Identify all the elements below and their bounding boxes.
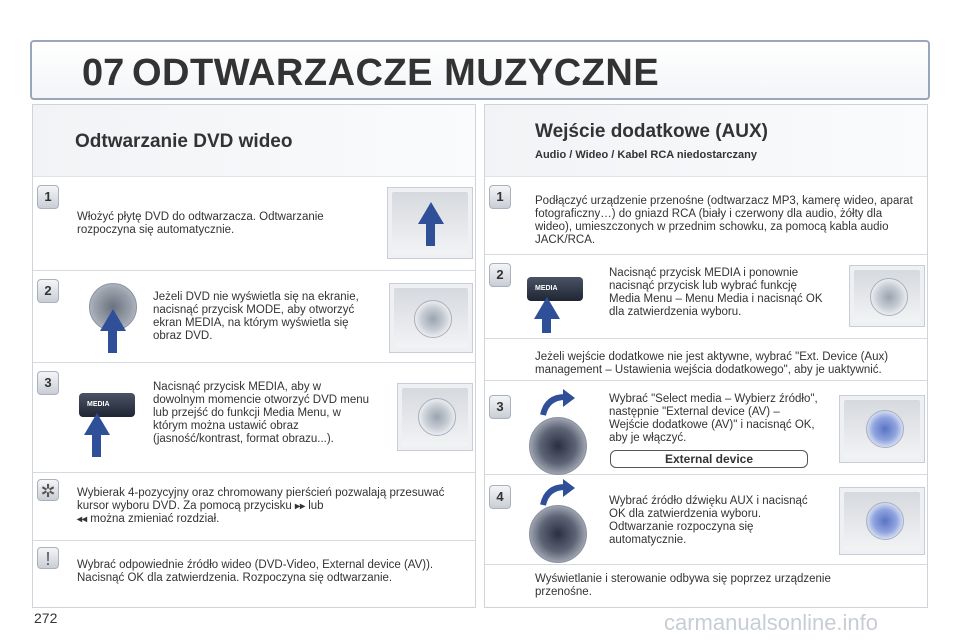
dvd-slot-image: [387, 187, 473, 259]
radio-panel-image: [839, 487, 925, 555]
next-chapter-icon: ▸▸: [294, 501, 305, 512]
radio-panel-image: [397, 383, 473, 451]
step-number-badge: 4: [489, 485, 511, 509]
radio-panel-image: [849, 265, 925, 327]
arrow-up-icon: [534, 297, 560, 319]
aux-step-1: [485, 177, 927, 255]
page-number: 272: [34, 610, 58, 626]
aux-subtitle: Audio / Wideo / Kabel RCA niedostarczany: [535, 149, 757, 161]
dvd-section-title: Odtwarzanie DVD wideo: [75, 131, 293, 152]
tip-icon: ✲: [37, 479, 59, 501]
dvd-step-3: [33, 363, 475, 473]
media-button-image: MEDIA: [527, 277, 583, 301]
arrow-up-icon: [84, 413, 110, 435]
dvd-note-text: Wybrać odpowiednie źródło wideo (DVD-Video, External device (AV)). Nacisnąć OK dla zatwierdzenia. Rozpoczyna się odtwarzanie.: [77, 559, 434, 584]
rotate-arrow-icon: [537, 389, 577, 419]
aux-step-2-text: Nacisnąć przycisk MEDIA i ponownie nacisnąć przycisk lub wybrać funkcję Media Menu – Menu Media i nacisnąć OK dla zatwierdzenia wyboru.: [609, 267, 823, 318]
arrow-up-icon: [418, 202, 444, 224]
selector-dial-image: [529, 417, 587, 475]
radio-panel-image: [389, 283, 473, 353]
dvd-step-3-text: Nacisnąć przycisk MEDIA, aby w dowolnym momencie otworzyć DVD menu lub przejść do funkcji Media Menu, w którym można ustawić obraz (jasność/kontrast, format obrazu...).: [153, 381, 370, 445]
aux-final-text: Wyświetlanie i sterowanie odbywa się poprzez urządzenie przenośne.: [535, 573, 831, 598]
aux-section-title: Wejście dodatkowe (AUX): [535, 121, 768, 142]
watermark: carmanualsonline.info: [664, 610, 879, 635]
step-number-badge: 3: [37, 371, 59, 395]
knob-icon: [870, 278, 908, 316]
aux-step-1-text: Podłączyć urządzenie przenośne (odtwarzacz MP3, kamerę wideo, aparat fotograficzny…) do gniazd RCA (biały i czerwony dla audio, żółty dla wideo), umieszczonych w przednim schowku, za pomocą kabla audio JACK/RCA.: [535, 195, 913, 246]
step-number-badge: 2: [37, 279, 59, 303]
dvd-step-1-text: Włożyć płytę DVD do odtwarzacza. Odtwarzanie rozpoczyna się automatycznie.: [77, 211, 324, 236]
step-number-badge: 3: [489, 395, 511, 419]
aux-final: [485, 565, 927, 607]
media-button-image: MEDIA: [79, 393, 135, 417]
arrow-up-icon: [100, 309, 126, 331]
exclamation-icon: !: [37, 547, 59, 569]
step-number-badge: 1: [489, 185, 511, 209]
previous-chapter-icon: ◂◂: [77, 514, 88, 525]
chapter-header: [0, 0, 960, 102]
radio-panel-image: [839, 395, 925, 463]
aux-info: [485, 339, 927, 381]
aux-step-4: [485, 475, 927, 565]
knob-highlighted-icon: [866, 410, 904, 448]
knob-icon: [414, 300, 452, 338]
aux-step-2: [485, 255, 927, 339]
dvd-step-2: [33, 271, 475, 363]
selector-dial-image: [529, 505, 587, 563]
chapter-number: 07: [82, 52, 125, 94]
dvd-step-2-text: Jeżeli DVD nie wyświetla się na ekranie, nacisnąć przycisk MODE, aby otworzyć ekran MEDIA, na którym wyświetla się obraz DVD.: [153, 291, 359, 342]
aux-panel: [484, 104, 928, 608]
chapter-title: ODTWARZACZE MUZYCZNE: [132, 52, 660, 94]
external-device-label: External device: [610, 450, 808, 468]
knob-highlighted-icon: [866, 502, 904, 540]
aux-step-4-text: Wybrać źródło dźwięku AUX i nacisnąć OK dla zatwierdzenia wyboru. Odtwarzanie rozpoczyna się automatycznie.: [609, 495, 808, 546]
dvd-note: [33, 541, 475, 607]
step-number-badge: 1: [37, 185, 59, 209]
aux-step-3-text: Wybrać "Select media – Wybierz źródło", następnie "External device (AV) – Wejście dodatkowe (AV)" i nacisnąć OK, aby je włączyć.: [609, 393, 818, 444]
dvd-panel: [32, 104, 476, 608]
step-number-badge: 2: [489, 263, 511, 287]
dvd-tip-text: Wybierak 4-pozycyjny oraz chromowany pierścień pozwalają przesuwać kursor wyboru DVD. Za pomocą przycisku ▸▸ lub ◂◂ można zmieniać rozdział.: [77, 487, 445, 525]
dvd-tip: [33, 473, 475, 541]
dvd-step-1: [33, 177, 475, 271]
knob-icon: [418, 398, 456, 436]
aux-info-text: Jeżeli wejście dodatkowe nie jest aktywne, wybrać "Ext. Device (Aux) management – Ustawienia wejścia dodatkowego", aby je uaktywnić.: [535, 351, 889, 376]
